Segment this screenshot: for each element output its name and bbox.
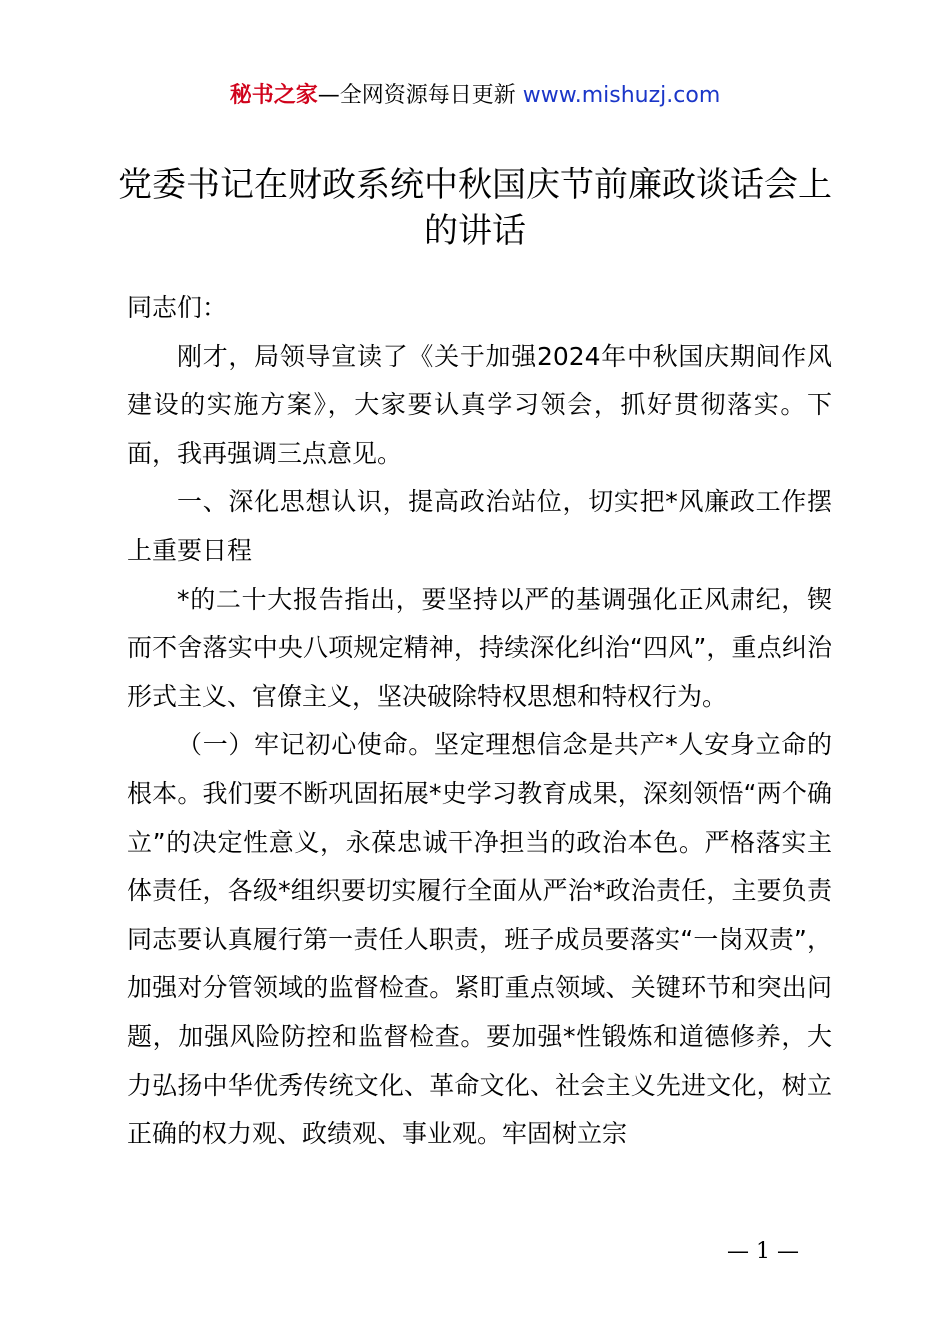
site-url-link[interactable]: www.mishuzj.com (522, 83, 721, 108)
section-heading-1: 一、深化思想认识，提高政治站位，切实把*风廉政工作摆上重要日程 (127, 487, 832, 565)
document-body (127, 284, 832, 1159)
paragraph-intro: 刚才，局领导宣读了《关于加强2024年中秋国庆期间作风建设的实施方案》，大家要认真学习领会，抓好贯彻落实。下面，我再强调三点意见。 (127, 341, 832, 468)
salutation: 同志们： (127, 293, 228, 322)
site-brand: 秘书之家 (229, 83, 318, 108)
paragraph-subsection-1: （一）牢记初心使命。坚定理想信念是共产*人安身立命的根本。我们要不断巩固拓展*史学习教育成果，深刻领悟“两个确立”的决定性意义，永葆忠诚干净担当的政治本色。严格落实主体责任，各级*组织要切实履行全面从严治*政治责任，主要负责同志要认真履行第一责任人职责，班子成员要落实“一岗双责”，加强对分管领域的监督检查。紧盯重点领域、关键环节和突出问题，加强风险防控和监督检查。要加强*性锻炼和道德修养，大力弘扬中华优秀传统文化、革命文化、社会主义先进文化，树立正确的权力观、政绩观、事业观。牢固树立宗 (127, 730, 832, 1149)
document-title: 党委书记在财政系统中秋国庆节前廉政谈话会上的讲话 (118, 165, 832, 251)
site-tagline: —全网资源每日更新 (317, 83, 523, 108)
page-number: — 1 — (727, 1239, 799, 1264)
paragraph-report-quote: *的二十大报告指出，要坚持以严的基调强化正风肃纪，锲而不舍落实中央八项规定精神，持续深化纠治“四风”，重点纠治形式主义、官僚主义，坚决破除特权思想和特权行为。 (127, 584, 832, 711)
site-header (0, 80, 950, 112)
